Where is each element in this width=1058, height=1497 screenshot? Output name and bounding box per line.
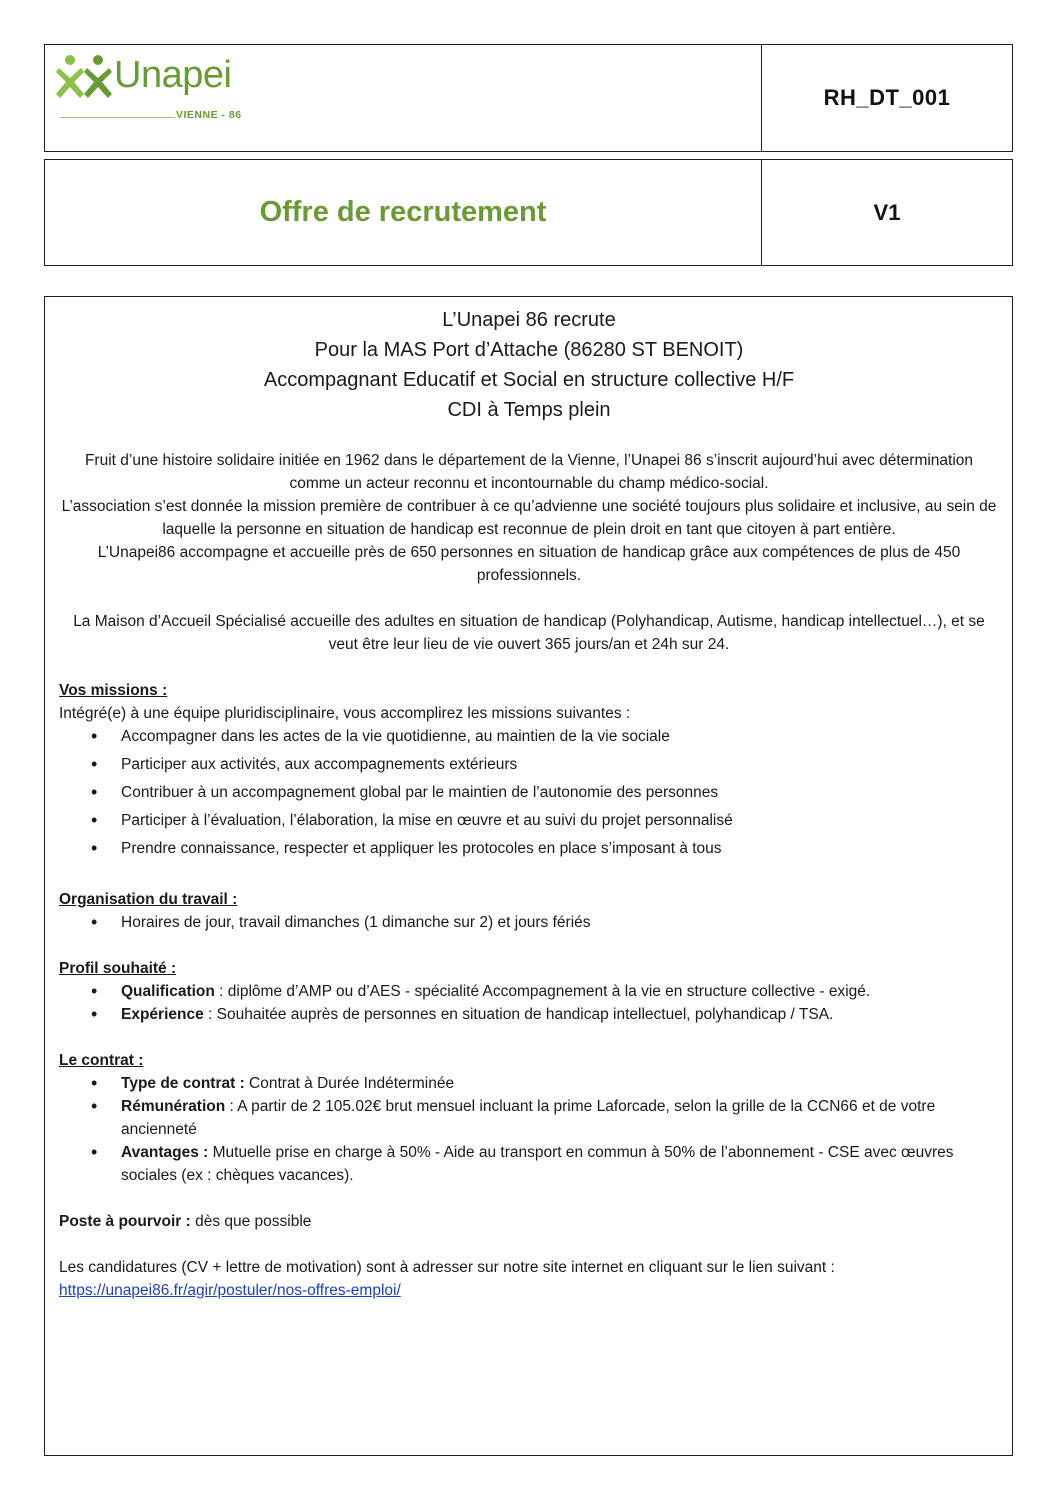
doc-title: Offre de recrutement [259,196,547,228]
item-label: Avantages : [121,1144,209,1161]
offer-content [59,305,999,1302]
item-label: Qualification [121,983,215,1000]
list-item: • Contribuer à un accompagnement global par le maintien de l’autonomie des personnes [59,781,999,804]
item-label: Expérience [121,1006,204,1023]
list-item [59,1003,999,1026]
poste-label: Poste à pourvoir : [59,1213,191,1230]
item-text: : Souhaitée auprès de personnes en situation de handicap intellectuel, polyhandicap / TSA. [203,1006,834,1023]
doc-code: RH_DT_001 [823,85,951,110]
profil-list [59,980,999,1026]
item-text: : diplôme d’AMP ou d’AES - spécialité Accompagnement à la vie en structure collective - exigé. [214,983,871,1000]
list-item: • Participer à l’évaluation, l’élaboration, la mise en œuvre et au suivi du projet personnalisé [59,809,999,832]
intro-paragraph-3: L’Unapei86 accompagne et accueille près de 650 personnes en situation de handicap grâce aux compétences de plus de 450 professionnels. [97,544,961,584]
organisation-title: Organisation du travail : [59,891,238,908]
offer-headline-2: Pour la MAS Port d’Attache (86280 ST BENOIT) [314,339,744,361]
organisation-list [59,911,999,934]
doc-title-cell [44,159,762,266]
item-text: : A partir de 2 105.02€ brut mensuel incluant la prime Laforcade, selon la grille de la CCN66 et de votre ancienneté [121,1098,936,1138]
offer-body [44,296,1013,1456]
intro-paragraph-4: La Maison d’Accueil Spécialisé accueille des adultes en situation de handicap (Polyhandicap, Autisme, handicap intellectuel…), et se veut être leur lieu de vie ouvert 365 jours/an et 24h sur 24. [73,613,985,653]
offer-contract-type: CDI à Temps plein [447,399,611,421]
doc-code-cell [761,44,1013,152]
version-cell [761,159,1013,266]
logo-wordmark: Unapei [114,54,232,96]
item-label: Rémunération [121,1098,226,1115]
people-logo-icon [56,52,114,112]
candidatures-text: Les candidatures (CV + lettre de motivation) sont à adresser sur notre site internet en cliquant sur le lien suivant : [59,1259,835,1276]
missions-title: Vos missions : [59,682,168,699]
intro-paragraph-1: Fruit d’une histoire solidaire initiée en 1962 dans le département de la Vienne, l’Unapei 86 s’inscrit aujourd’hui avec détermination comme un acteur reconnu et incontournable du champ médico-social. [84,452,974,492]
offer-headline-1: L’Unapei 86 recrute [442,309,616,331]
contrat-title: Le contrat : [59,1052,144,1069]
poste-line [59,1210,999,1233]
list-item [59,1072,999,1095]
missions-list [59,725,999,860]
list-item: • Participer aux activités, aux accompagnements extérieurs [59,753,999,776]
item-label: Type de contrat : [121,1075,245,1092]
missions-lead: Intégré(e) à une équipe pluridisciplinaire, vous accomplirez les missions suivantes : [59,705,631,722]
list-item [59,1141,999,1187]
poste-text: dès que possible [190,1213,312,1230]
list-item: • Prendre connaissance, respecter et appliquer les protocoles en place s’imposant à tous [59,837,999,860]
unapei-logo [56,52,256,128]
item-text: Mutuelle prise en charge à 50% - Aide au transport en commun à 50% de l’abonnement - CSE avec œuvres sociales (ex : chèques vacances). [121,1144,954,1184]
logo-subtitle: VIENNE - 86 [176,109,242,121]
item-text: Contrat à Durée Indéterminée [244,1075,455,1092]
candidatures-link[interactable]: https://unapei86.fr/agir/postuler/nos-offres-emploi/ [59,1282,401,1299]
logo-underline [60,117,175,118]
offer-headline-3: Accompagnant Educatif et Social en structure collective H/F [263,369,795,391]
list-item: • Horaires de jour, travail dimanches (1 dimanche sur 2) et jours fériés [59,911,999,934]
doc-version: V1 [873,200,901,225]
profil-title: Profil souhaité : [59,960,177,977]
intro-paragraph-2: L’association s’est donnée la mission première de contribuer à ce qu’advienne une société toujours plus solidaire et inclusive, au sein de laquelle la personne en situation de handicap est reconnue de plein droit en tant que citoyen à part entière. [61,498,997,538]
list-item [59,980,999,1003]
list-item: • Accompagner dans les actes de la vie quotidienne, au maintien de la vie sociale [59,725,999,748]
contrat-list [59,1072,999,1187]
list-item [59,1095,999,1141]
